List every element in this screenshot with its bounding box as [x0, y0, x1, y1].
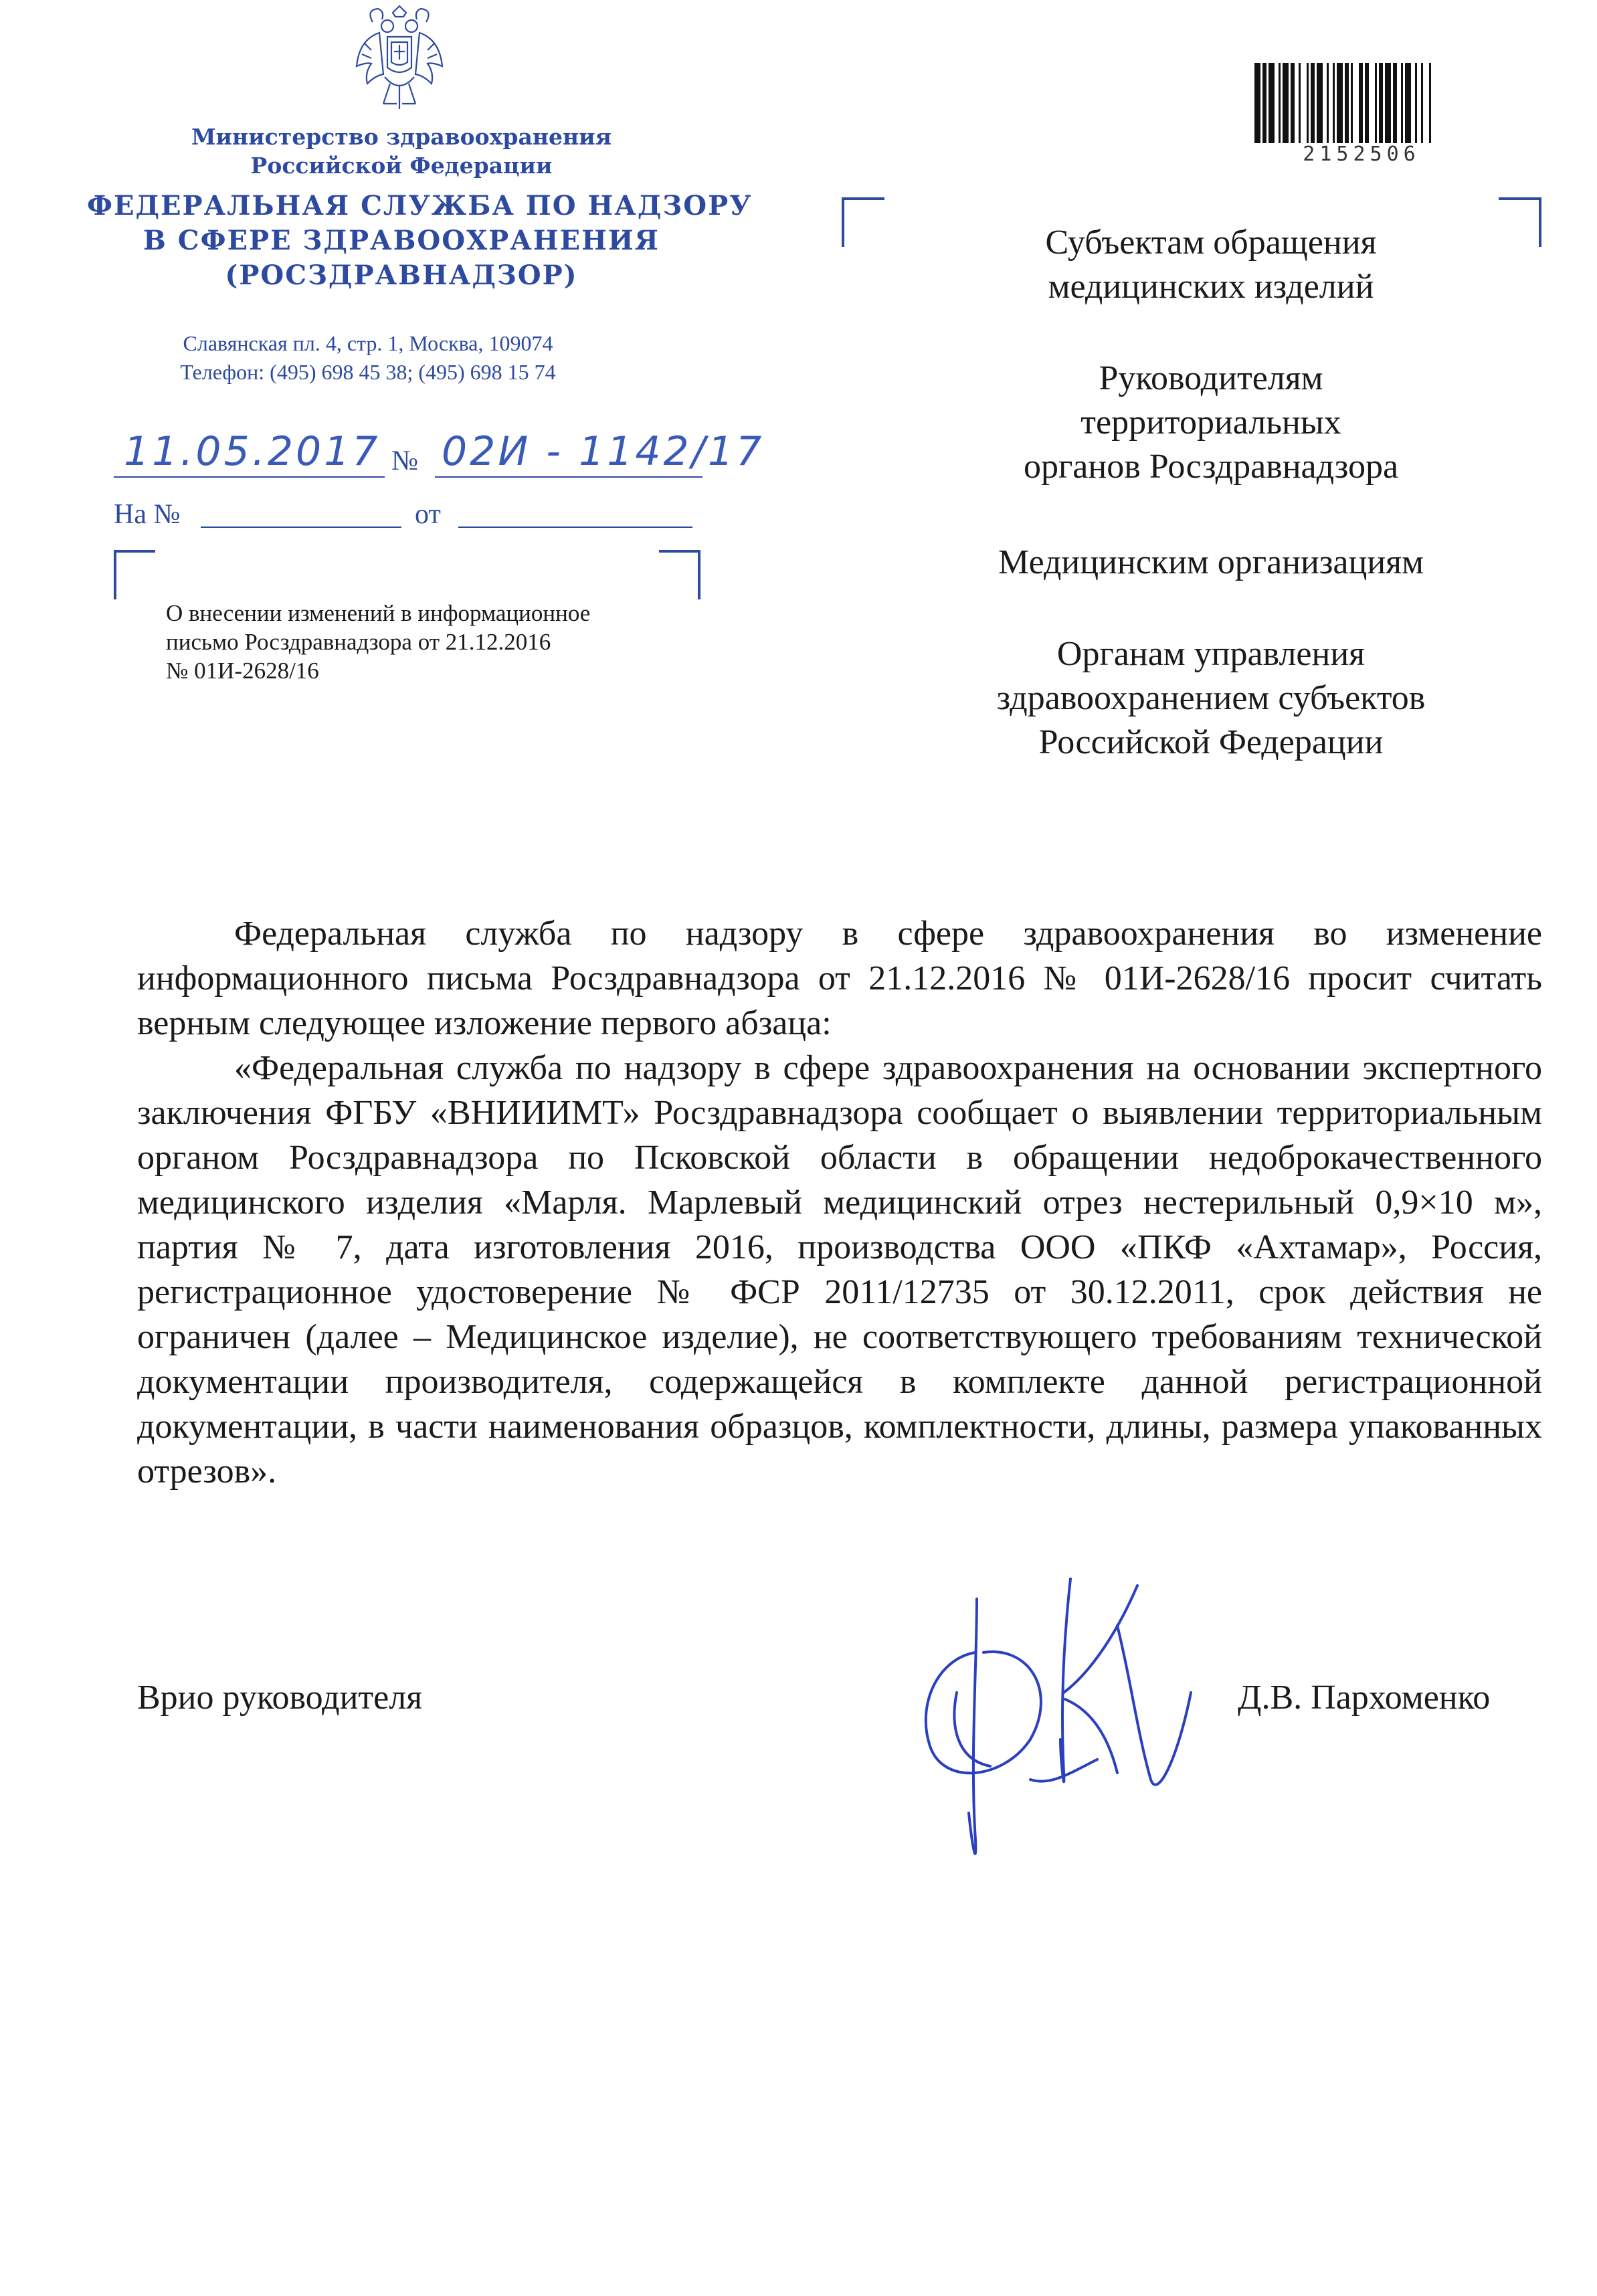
- barcode-bar: [1365, 63, 1369, 143]
- recipients-corner-left: [842, 197, 884, 247]
- handwritten-signature: [897, 1559, 1204, 1880]
- signatory-name: Д.В. Пархоменко: [1238, 1679, 1491, 1717]
- recipient-4-line1: Органам управления: [1056, 635, 1366, 673]
- registration-number: 02И - 1142/17: [442, 428, 765, 475]
- reply-from-label: от: [415, 499, 441, 530]
- service-address: Славянская пл. 4, стр. 1, Москва, 109074: [183, 331, 553, 355]
- body-paragraph-2: «Федеральная служба по надзору в сфере здравоохранения на основании экспертного заключения ФГБУ «ВНИИИМТ» Росздравнадзора сообщает о выявлении территориальным органом Росздравнадзора по Псковской области в обращении недоброкачественного медицинского изделия «Марля. Марлевый медицинский отрез нестерильный 0,9×10 м», партия № 7, дата изготовления 2016, производства ООО «ПКФ «Ахтамар», Россия, регистрационное удостоверение № ФСР 2011/12735 от 30.12.2011, срок действия не ограничен (далее – Медицинское изделие), не соответствующего требованиям технической документации производителя, содержащейся в комплекте данной регистрационной документации, в части наименования образцов, комплектности, длины, размера упакованных отрезов».: [137, 1049, 1542, 1491]
- ministry-name-line2: Российской Федерации: [250, 153, 553, 179]
- barcode-bar: [1401, 63, 1403, 143]
- barcode-bar: [1291, 63, 1295, 143]
- recipient-4-line2: здравоохранением субъектов: [996, 679, 1426, 717]
- barcode-bar: [1262, 63, 1266, 143]
- service-phone: Телефон: (495) 698 45 38; (495) 698 15 74: [180, 360, 556, 384]
- recipient-4-line3: Российской Федерации: [1038, 723, 1384, 761]
- service-name-line1: ФЕДЕРАЛЬНАЯ СЛУЖБА ПО НАДЗОРУ: [87, 190, 753, 221]
- reply-to-label: На №: [114, 499, 181, 530]
- barcode-bar: [1429, 63, 1431, 143]
- subject-corner-right: [659, 550, 700, 599]
- service-name-line3: (РОСЗДРАВНАДЗОР): [225, 260, 578, 291]
- signatory-title: Врио руководителя: [137, 1679, 423, 1717]
- letter-body: [137, 911, 1542, 1494]
- barcode-bar: [1317, 63, 1323, 143]
- barcode-image: [1254, 63, 1462, 143]
- barcode-bar: [1421, 63, 1423, 143]
- barcode-bar: [1283, 63, 1289, 143]
- barcode-bar: [1359, 63, 1363, 143]
- recipient-block-2: [923, 357, 1499, 489]
- recipient-2-line3: органов Росздравнадзора: [1023, 448, 1399, 486]
- subject-line2: письмо Росздравнадзора от 21.12.2016: [166, 629, 551, 655]
- recipient-block-4: [923, 632, 1499, 765]
- barcode-bar: [1269, 63, 1275, 143]
- barcode-bar: [1311, 63, 1315, 143]
- recipient-3-line1: Медицинским организациям: [998, 543, 1424, 581]
- subject-corner-left: [114, 550, 155, 599]
- barcode-bar: [1307, 63, 1309, 143]
- barcode-bar: [1351, 63, 1353, 143]
- service-name-line2: В СФЕРЕ ЗДРАВООХРАНЕНИЯ: [143, 225, 660, 256]
- ministry-name-line1: Министерство здравоохранения: [191, 124, 612, 150]
- barcode-number: 2152506: [1303, 142, 1420, 166]
- barcode-bar: [1375, 63, 1377, 143]
- barcode-bar: [1327, 63, 1329, 143]
- recipient-2-line2: территориальных: [1081, 403, 1341, 442]
- barcode-bar: [1279, 63, 1281, 143]
- body-paragraph-1: Федеральная служба по надзору в сфере здравоохранения во изменение информационного письма Росздравнадзора от 21.12.2016 № 01И-2628/16 просит считать верным следующее изложение первого абзаца:: [137, 915, 1542, 1042]
- barcode-bar: [1385, 63, 1391, 143]
- coat-of-arms-emblem: [353, 3, 446, 114]
- barcode-bar: [1337, 63, 1343, 143]
- recipient-1-line2: медицинских изделий: [1048, 268, 1374, 306]
- barcode-bar: [1333, 63, 1335, 143]
- barcode-bar: [1345, 63, 1349, 143]
- subject-line3: № 01И-2628/16: [166, 658, 319, 684]
- barcode-bar: [1379, 63, 1383, 143]
- barcode-bar: [1393, 63, 1397, 143]
- registration-date: 11.05.2017: [124, 428, 381, 475]
- recipient-2-line1: Руководителям: [1099, 359, 1323, 397]
- barcode-bar: [1415, 63, 1417, 143]
- registration-number-sign: №: [391, 446, 419, 476]
- recipient-1-line1: Субъектам обращения: [1045, 223, 1377, 262]
- barcode-bar: [1254, 63, 1260, 143]
- subject-line1: О внесении изменений в информационное: [166, 600, 591, 626]
- barcode-bar: [1405, 63, 1411, 143]
- recipients-corner-right: [1499, 197, 1541, 247]
- recipient-block-3: [923, 541, 1499, 585]
- letter-subject: [166, 599, 715, 685]
- recipient-block-1: [923, 221, 1499, 309]
- barcode-bar: [1299, 63, 1301, 143]
